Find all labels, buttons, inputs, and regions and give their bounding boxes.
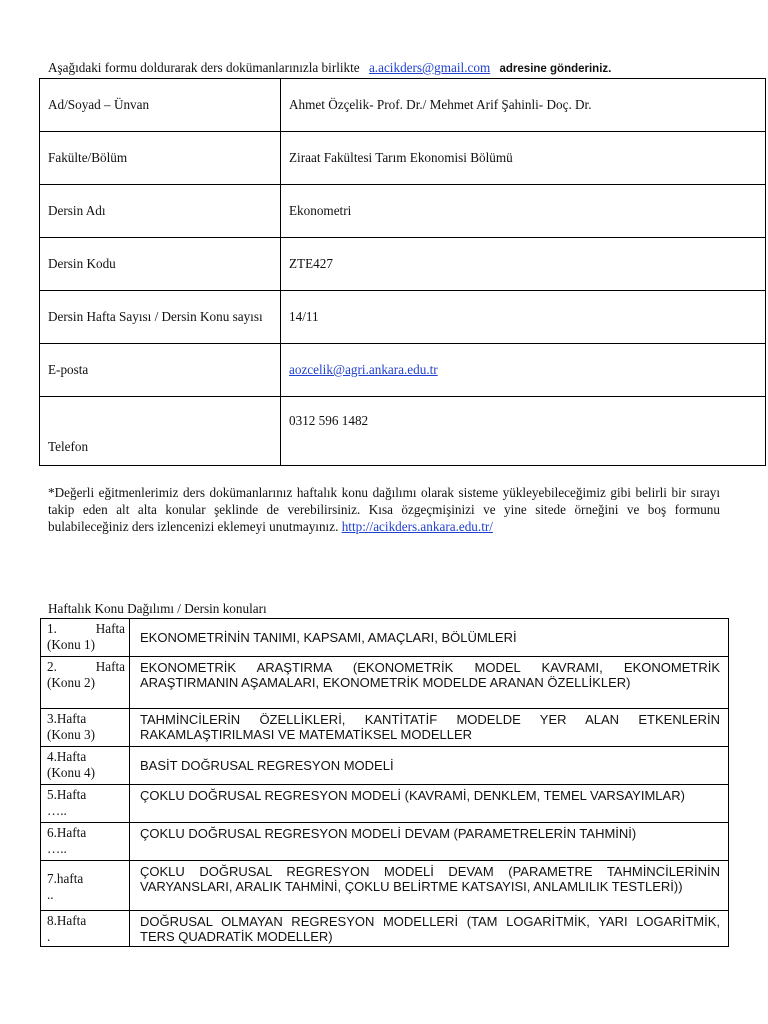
info-label: Fakülte/Bölüm xyxy=(40,132,281,185)
week-sub: (Konu 4) xyxy=(47,765,95,780)
info-value: 14/11 xyxy=(281,291,766,344)
note-link[interactable]: http://acikders.ankara.edu.tr/ xyxy=(341,519,493,534)
week-row xyxy=(41,619,729,657)
week-cell xyxy=(41,785,130,823)
intro-text: Aşağıdaki formu doldurarak ders dokümanlarınızla birlikte xyxy=(48,60,360,75)
week-label: 3.Hafta xyxy=(47,711,87,726)
week-label: 5.Hafta xyxy=(47,787,87,802)
info-label: Dersin Adı xyxy=(40,185,281,238)
week-sub: (Konu 2) xyxy=(47,675,95,690)
week-row xyxy=(41,785,729,823)
week-cell xyxy=(41,657,130,709)
info-table xyxy=(39,78,766,466)
email-link[interactable]: aozcelik@agri.ankara.edu.tr xyxy=(289,362,438,377)
week-cell xyxy=(41,619,130,657)
intro-suffix: adresine gönderiniz. xyxy=(499,63,612,75)
week-label: 4.Hafta xyxy=(47,749,87,764)
week-label: 8.Hafta xyxy=(47,913,87,928)
info-row xyxy=(40,291,766,344)
info-value: Ekonometri xyxy=(281,185,766,238)
note-text: *Değerli eğitmenlerimiz ders dokümanlarınız haftalık konu dağılımı olarak sisteme yükleyebileceğimiz gibi belirli bir sırayı takip eden alt alta konular şeklinde de verebilirsiniz. Kısa özgeçmişinizi ve yine sitede örneğini ve boş formunu bulabileceğiniz ders izlencenizi eklemeyi unutmayınız. xyxy=(48,485,720,534)
intro-email-link[interactable]: a.acikders@gmail.com xyxy=(368,60,491,75)
week-label: 7.hafta xyxy=(47,870,84,886)
info-value-cell xyxy=(281,344,766,397)
info-row xyxy=(40,344,766,397)
week-row xyxy=(41,657,729,709)
week-topic: ÇOKLU DOĞRUSAL REGRESYON MODELİ DEVAM (PARAMETRELERİN TAHMİNİ) xyxy=(130,823,729,861)
week-label: 2. Hafta xyxy=(47,659,125,674)
weekly-topics-table xyxy=(40,618,729,947)
info-value: ZTE427 xyxy=(281,238,766,291)
info-row xyxy=(40,238,766,291)
week-topic: ÇOKLU DOĞRUSAL REGRESYON MODELİ DEVAM (PARAMETRE TAHMİNCİLERİNİN VARYANSLARI, ARALIK TAHMİNİ, ÇOKLU BELİRTME KATSAYISI, ANLAMLILIK TESTLERİ)) xyxy=(130,861,729,911)
week-row xyxy=(41,709,729,747)
info-row xyxy=(40,79,766,132)
info-value: Ziraat Fakültesi Tarım Ekonomisi Bölümü xyxy=(281,132,766,185)
instructions-note xyxy=(48,484,720,535)
info-row xyxy=(40,397,766,466)
week-label: 6.Hafta xyxy=(47,825,87,840)
weekly-title: Haftalık Konu Dağılımı / Dersin konuları xyxy=(48,601,267,616)
week-row xyxy=(41,747,729,785)
info-label: Telefon xyxy=(40,397,281,466)
info-row xyxy=(40,132,766,185)
week-label: 1. Hafta xyxy=(47,621,125,636)
week-sub: .. xyxy=(47,886,54,902)
week-topic: BASİT DOĞRUSAL REGRESYON MODELİ xyxy=(130,747,729,785)
week-topic: DOĞRUSAL OLMAYAN REGRESYON MODELLERİ (TAM LOGARİTMİK, YARI LOGARİTMİK, TERS QUADRATİK MODELLER) xyxy=(130,911,729,947)
week-sub: (Konu 3) xyxy=(47,727,95,742)
week-row xyxy=(41,911,729,947)
info-value: Ahmet Özçelik- Prof. Dr./ Mehmet Arif Şahinli- Doç. Dr. xyxy=(281,79,766,132)
week-cell xyxy=(41,911,130,947)
week-sub: ….. xyxy=(47,841,67,856)
info-label: Ad/Soyad – Ünvan xyxy=(40,79,281,132)
week-sub: . xyxy=(47,929,51,944)
week-cell xyxy=(41,823,130,861)
info-value: 0312 596 1482 xyxy=(281,397,766,466)
intro-line xyxy=(48,60,611,76)
info-label: Dersin Kodu xyxy=(40,238,281,291)
week-sub: (Konu 1) xyxy=(47,637,95,652)
week-row xyxy=(41,823,729,861)
week-topic: EKONOMETRİNİN TANIMI, KAPSAMI, AMAÇLARI, BÖLÜMLERİ xyxy=(130,619,729,657)
week-cell xyxy=(41,747,130,785)
week-row xyxy=(41,861,729,911)
info-label: Dersin Hafta Sayısı / Dersin Konu sayısı xyxy=(40,291,281,344)
week-sub: ….. xyxy=(47,803,67,818)
week-topic: ÇOKLU DOĞRUSAL REGRESYON MODELİ (KAVRAMİ, DENKLEM, TEMEL VARSAYIMLAR) xyxy=(130,785,729,823)
week-cell xyxy=(41,861,130,911)
week-topic: EKONOMETRİK ARAŞTIRMA (EKONOMETRİK MODEL KAVRAMI, EKONOMETRİK ARAŞTIRMANIN AŞAMALARI, EKONOMETRİK MODELDE ARANAN ÖZELLİKLER) xyxy=(130,657,729,709)
info-row xyxy=(40,185,766,238)
week-topic: TAHMİNCİLERİN ÖZELLİKLERİ, KANTİTATİF MODELDE YER ALAN ETKENLERİN RAKAMLAŞTIRILMASI VE MATEMATİKSEL MODELLER xyxy=(130,709,729,747)
info-label: E-posta xyxy=(40,344,281,397)
week-cell xyxy=(41,709,130,747)
